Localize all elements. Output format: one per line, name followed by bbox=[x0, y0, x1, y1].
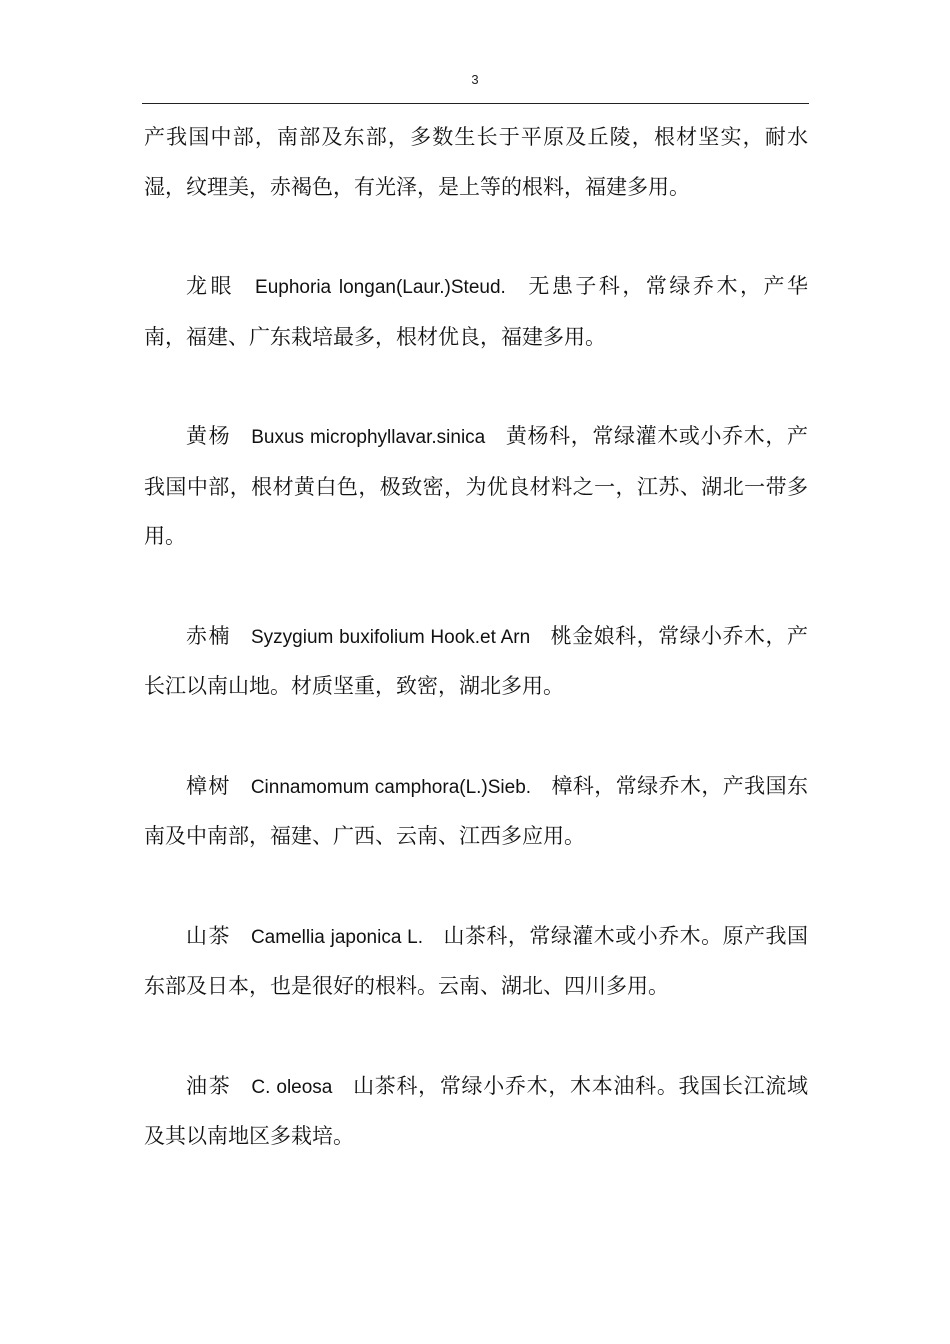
species-chinese-name: 龙眼 bbox=[186, 274, 236, 298]
species-latin-name: Euphoria longan(Laur.)Steud. bbox=[255, 277, 506, 298]
species-description: 无患子科，常绿乔木，产华南，福建、广东栽培最多，根材优良，福建多用。 bbox=[144, 274, 809, 349]
species-latin-name: Cinnamomum camphora(L.)Sieb. bbox=[250, 776, 532, 798]
species-chinese-name: 油茶 bbox=[186, 1073, 232, 1098]
species-latin-name: Buxus microphyllavar.sinica bbox=[251, 427, 486, 448]
species-latin-name: Syzygium buxifolium Hook.et Arn bbox=[250, 626, 531, 648]
species-description: 樟科，常绿乔木，产我国东南及中南部，福建、广西、云南、江西多应用。 bbox=[144, 773, 809, 848]
page-number: 3 bbox=[471, 72, 479, 87]
species-entry-chinan bbox=[144, 612, 808, 712]
species-description: 黄杨科，常绿灌木或小乔木，产我国中部，根材黄白色，极致密，为优良材料之一，江苏、湖北一带多用。 bbox=[144, 424, 808, 548]
species-description: 山茶科，常绿灌木或小乔木。原产我国东部及日本，也是很好的根料。云南、湖北、四川多用。 bbox=[144, 923, 809, 998]
species-entry-longyan bbox=[144, 262, 808, 362]
intro-paragraph: 产我国中部，南部及东部，多数生长于平原及丘陵，根材坚实，耐水湿，纹理美，赤褐色，有光泽，是上等的根料，福建多用。 bbox=[144, 125, 808, 199]
species-chinese-name: 樟树 bbox=[186, 773, 231, 798]
species-description: 山茶科，常绿小乔木，木本油科。我国长江流域及其以南地区多栽培。 bbox=[144, 1073, 809, 1148]
species-chinese-name: 赤楠 bbox=[186, 623, 231, 648]
species-latin-name: Camellia japonica L. bbox=[250, 926, 423, 948]
species-entry-huangyang bbox=[144, 412, 808, 562]
species-entry-shancha bbox=[144, 912, 808, 1012]
species-description: 桃金娘科，常绿小乔木，产长江以南山地。材质坚重，致密，湖北多用。 bbox=[144, 623, 809, 698]
species-entry-zhangshu bbox=[144, 762, 808, 862]
species-latin-name: C. oleosa bbox=[251, 1076, 333, 1098]
document-body bbox=[144, 113, 808, 1162]
species-chinese-name: 黄杨 bbox=[186, 424, 232, 448]
species-chinese-name: 山茶 bbox=[186, 923, 231, 948]
species-entry-youcha bbox=[144, 1062, 808, 1162]
header-rule bbox=[142, 103, 809, 104]
